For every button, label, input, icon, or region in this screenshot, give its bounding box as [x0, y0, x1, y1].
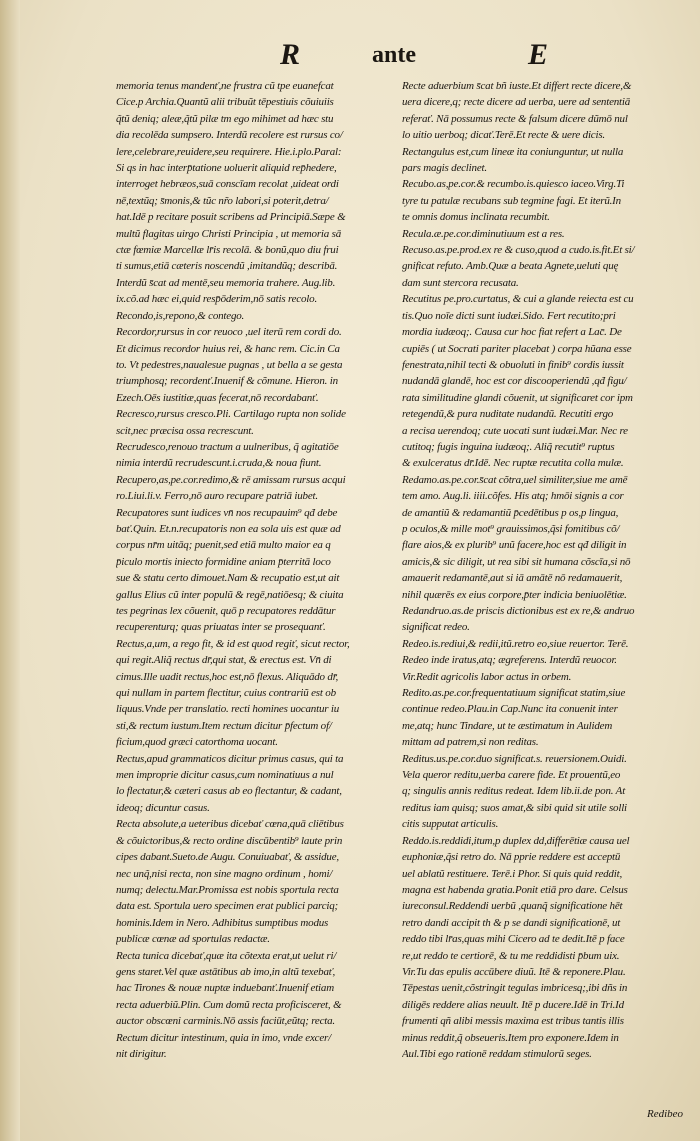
text-line: Recte aduerbium s̄cat bñ iuste.Et differt recte dicere,& [402, 80, 632, 92]
text-line: recuperenturq; quas priuatas inter se prosequanť. [116, 621, 326, 634]
text-line: de amantiũ & redamantiũ p̄cedētibus p os,p lingua, [402, 506, 619, 519]
text-line: Recula.æ.pe.cor.diminutiuum est a res. [402, 227, 565, 240]
text-line: ctæ fœmiæ Marcellæ lr̄is recolā. & bonũ,quo diu frui [116, 244, 339, 257]
text-line: Reditus.us.pe.cor.duo significat.s. reuersionem.Ouidi. [402, 752, 627, 765]
text-line: tem amo. Aug.li. iiii.cõfes. His atq; hmōi signis a cor [402, 490, 624, 503]
text-line: men improprie dicitur casus,cum nominatiuus a nul [116, 769, 334, 782]
text-line: euphoniæ,q̃si retro do. Nā pprie reddere est acceptū [402, 851, 621, 864]
text-line: cipes dabant.Sueto.de Augu. Conuiuabať, & assidue, [116, 851, 339, 864]
text-line: flare aios,& ex plurib⁹ unũ facere,hoc est qđ diligit in [402, 539, 627, 552]
text-line: tyre tu patulæ recubans sub tegmine fagi. Et iterũ.In [402, 194, 621, 207]
text-line: nimia interdũ recrudescunt.i.cruda,& noua fiunt. [116, 457, 322, 470]
text-line: Recta tunica dicebať,quæ ita cõtexta erat,ut uelut ri/ [116, 949, 337, 962]
text-line: a recisa uerendoq; cute uocati sunt iudæi.Mar. Nec re [402, 424, 628, 437]
text-line: Ezech.Oēs iustitiæ,quas fecerat,nō recordabanť. [116, 391, 319, 404]
text-line: Recuso.as.pe.prod.ex re & cuso,quod a cudo.is.fit.Et si/ [402, 244, 635, 257]
text-line: sue & statu certo dimouet.Nam & recupatio est,ut ait [116, 572, 340, 585]
text-line: Vela queror reditu,uerba carere fide. Et prouentũ,eo [402, 769, 621, 782]
text-line: re,ut reddo te certiorē, & tu me reddidisti p̄bum uix. [402, 949, 620, 962]
text-line: amauerit redamantē,aut si iā amātē nō redamauerit, [402, 572, 623, 585]
text-line: nec unq̃,nisi recta, non sine magno ordinum , homi/ [116, 867, 333, 880]
text-line: reddo tibi lr̄as,quas mihi Cicero ad te dedit.Itē p face [402, 933, 625, 946]
text-line: ix.cõ.ad hæc ei,quid resp̄ōderim,nō satis recolo. [116, 293, 318, 306]
text-line: tes pegrinas lex cõuenit, quō p recupatores reddātur [116, 605, 336, 617]
text-line: reditus iam quisq; suos amat,& sibi quid sit utile solli [402, 801, 627, 814]
text-line: scit,nec præcisa ossa recrescunt. [116, 424, 254, 437]
text-line: hominis.Idem in Nero. Adhibitus sumptibus modus [116, 916, 329, 929]
text-line: auctor obscœni carminis.Nō assis faciūt,eũtq; recta. [116, 1015, 335, 1028]
text-line: lo flectatur,& cæteri casus ab eo flectantur, & cadant, [116, 785, 342, 798]
text-line: uel ablatũ restituere. Terē.i Phor. Si quis quid reddit, [402, 867, 622, 880]
text-line: qui nullam in partem flectitur, cuius contrariũ est ob [116, 687, 336, 700]
text-line: Redito.as.pe.cor.frequentatiuum significat statim,siue [402, 687, 626, 700]
text-line: multũ flagitas uirgo Christi Principia , ut memoria sā [116, 227, 342, 240]
text-line: numq; delectu.Mar.Promissa est nobis sportula recta [116, 883, 339, 896]
text-line: q̃tũ deniq; aleæ,q̃tũ pilæ tm ego mihimet ad hæc stu [116, 112, 334, 125]
text-line: rata similitudine glandi cõuenit, ut significaret cor ipm [402, 391, 633, 404]
text-line: Recutitus pe.pro.curtatus, & cui a glande reiecta est cu [402, 293, 634, 306]
text-line: Recupero,as,pe.cor.redimo,& rē amissam rursus acqui [116, 473, 346, 486]
text-line: Rectum dicitur intestinum, quia in imo, vnde excer/ [116, 1031, 331, 1044]
text-line: magna est habenda gratia.Ponit etiā pro dare. Celsus [402, 883, 628, 896]
text-line: hat.Idē p recitare posuit scribens ad Principiā.Sæpe & [116, 211, 346, 224]
text-line: mittam ad patrem,si non reditas. [402, 736, 539, 749]
text-line: memoria tenus mandenť,ne frustra cũ tpe euanefcat [116, 80, 334, 92]
text-line: Aul.Tibi ego rationē reddam stimulorũ seges. [402, 1047, 592, 1060]
page-spine-shadow [0, 0, 20, 1141]
text-line: lere,celebrare,reuidere,seu requirere. Hie.i.plo.Paral: [116, 145, 342, 158]
text-line: uera dicere,q; recte dicere ad uerba, uere ad sententiā [402, 96, 631, 109]
text-line: corpus nr̄m uitāq; puenit,sed etiā multo maior ea q [116, 539, 331, 552]
text-line: Redeo.is.rediui,& redii,itũ.retro eo,siue reuertor. Terē. [402, 637, 629, 650]
text-line: ideoq; dicuntur casus. [116, 801, 210, 814]
text-line: te omnis domus inclinata recumbit. [402, 211, 550, 224]
text-line: p̄iculo mortis iniecto formidine aniam p̄territā loco [116, 555, 331, 568]
text-line: Tēpestas uenit,cõstringit tegulas imbricesq;,ibi dñs in [402, 982, 628, 995]
text-line: ficium,quod græci catorthoma uocant. [116, 736, 278, 749]
text-line: gens staret.Vel quæ astātibus ab imo,in altũ texebať, [116, 965, 336, 978]
header-right-letter: E [528, 38, 549, 71]
text-line: nudandā glandē, hoc est cor discooperiendũ ,qđ figu/ [402, 375, 627, 388]
text-line: & exulceratus dr̄.Idē. Nec ruptæ recutita colla mulæ. [402, 457, 624, 470]
text-line: Et dicimus recordor huius rei, & hanc rem. Cic.in Ca [116, 342, 340, 355]
text-line: amicis,& sic diligit, ut rea sibi sit humana cõscīa,si nō [402, 555, 631, 568]
text-line: Recordor,rursus in cor reuoco ,uel iterū rem cordi do. [116, 326, 342, 339]
text-line: continue redeo.Plau.in Cap.Nunc ita conuenit inter [402, 703, 618, 716]
text-line: significat redeo. [402, 621, 470, 634]
text-line: Recondo,is,repono,& contego. [116, 309, 245, 322]
text-line: Si qs in hac interp̄tatione uoluerit aliquid rep̄hedere, [116, 162, 337, 175]
text-line: Recresco,rursus cresco.Pli. Cartilago rupta non solide [116, 408, 346, 421]
text-line: pars magis declinet. [402, 162, 487, 175]
text-line: to. Vt pedestres,naualesue pugnas , ut bella a se gesta [116, 358, 343, 371]
text-line: iureconsul.Reddendi uerbũ ,quanq̃ significatione hēt [402, 900, 623, 913]
text-line: diligēs reddere alias neuult. Itē p ducere.Idē in Tri.Id [402, 998, 624, 1011]
text-line: Interdũ s̄cat ad mentē,seu memoria trahere. Aug.lib. [116, 276, 336, 289]
text-line: recta aduerbiũ.Plin. Cum domũ recta proficisceret, & [116, 998, 342, 1011]
text-line: Redeo inde iratus,atq; ægreferens. Interdũ reuocor. [402, 654, 617, 667]
text-line: Recupatores sunt iudices vn̄ nos recupauim⁹ qđ debe [116, 506, 338, 519]
text-line: dia recolēda sumpsero. Interdũ recolere est rursus co/ [116, 129, 343, 142]
text-line: me,atq; hunc Tindare, ut te æstimatum in Aulidem [402, 719, 613, 732]
text-line: retro dandi accipit th & p se dandi significationē, ut [402, 916, 621, 929]
text-line: Vir.Redit agricolis labor actus in orbem. [402, 670, 572, 683]
text-line: Redamo.as.pe.cor.s̄cat cõtra,uel similiter,siue me amē [402, 473, 628, 486]
text-line: interroget hebræos,suā conscīam recolat ,uideat ordi [116, 178, 339, 191]
text-line: referať. Nā possumus recte & falsum dicere dũmō nul [402, 112, 628, 125]
text-line: Rectangulus est,cum lineæ ita coniunguntur, ut nulla [402, 145, 624, 158]
text-line: hac Tirones & nouæ nuptæ induebanť.Inuenif etiam [116, 982, 334, 995]
text-line: dam sunt stercora recusata. [402, 276, 519, 289]
catchword: Redibeo [647, 1108, 684, 1120]
text-line: bať.Quin. Et.n.recupatoris non ea sola uis est quæ ad [116, 522, 341, 535]
text-line: ti sumus,etiā cæteris noscendũ ,imitandũq; describā. [116, 260, 338, 273]
text-line: triumphosq; recordenť.Inuenif & cõmune. Hieron. in [116, 375, 338, 388]
text-line: q; singulis annis reditus redeat. Idem lib.ii.de pon. At [402, 785, 626, 798]
text-line: cimus.Ille uadit rectus,hoc est,nō flexus. Aliquādo dr̄, [116, 670, 339, 683]
left-text-column [116, 78, 398, 1062]
text-line: frumenti qñ alibi messis maxima est tribus tantis illis [402, 1015, 624, 1028]
header-title: ante [372, 42, 416, 68]
text-line: citis supputat articulis. [402, 818, 499, 831]
text-line: Recta absolute,a ueteribus dicebať cœna,quā cliētibus [116, 818, 344, 831]
text-line: nihil quærēs ex eius corpore,p̄ter indicia beniuolētiæ. [402, 588, 627, 601]
text-line: tis.Quo noīe dicti sunt iudæi.Sido. Fert recutito;pri [402, 309, 616, 322]
text-line: nit dirigitur. [116, 1047, 167, 1060]
text-line: mordia iudæoq;. Causa cur hoc fiat refert a Lac̄. De [402, 326, 622, 339]
text-line: Rectus,a,um, a rego fit, & id est quod regiť, sicut rector, [116, 637, 350, 650]
text-line: cutitoq; fugis inguina iudæoq;. Aliq̃ recutit⁹ ruptus [402, 440, 615, 453]
running-header [0, 38, 700, 78]
header-left-letter: R [280, 38, 301, 71]
text-line: ro.Liui.li.v. Ferro,nō auro recupare patriā iubet. [116, 490, 318, 503]
text-line: Redandruo.as.de priscis dictionibus est ex re,& andruo [402, 605, 635, 617]
text-line: Recrudesco,renouo tractum a uulneribus, q̃ agitatiōe [116, 440, 339, 453]
text-line: Rectus,apud grammaticos dicitur primus casus, qui ta [116, 752, 344, 765]
text-line: fenestrata,nihil tecti & obuoluti in finib⁹ cordis iussit [402, 358, 624, 371]
text-line: Recubo.as,pe.cor.& recumbo.is.quiesco iaceo.Virg.Ti [402, 178, 625, 191]
text-line: p oculos,& mille mot⁹ grauissimos,q̃si fomitibus cõ/ [402, 522, 620, 535]
text-line: gnificat refuto. Amb.Quæ a beata Agnete,ueluti quę [402, 260, 619, 273]
text-line: Vir.Tu das epulis accūbere diuũ. Itē & reponere.Plau. [402, 965, 626, 978]
text-line: retegendũ,& pura nuditate nudandũ. Recutiti ergo [402, 408, 614, 421]
text-line: lo uitio uerboq; dicať.Terē.Et recte & uere dicis. [402, 129, 605, 142]
text-line: qui regit.Aliq̃ rectus dr̄,qui stat, & erectus est. Vn̄ di [116, 654, 332, 667]
text-line: Reddo.is.reddidi,itum,p duplex dd,differētiæ causa uel [402, 834, 630, 847]
text-line: minus reddit,q̃ obseueris.Item pro exponere.Idem in [402, 1031, 619, 1044]
text-line: Cice.p Archia.Quantũ alii tribuũt tēpestiuis cõuiuiis [116, 96, 334, 109]
text-line: liquus.Vnde per translatio. recti homines uocantur iu [116, 703, 340, 716]
text-line: gallus Elius cũ inter populũ & regē,natiōesq; & ciuita [116, 588, 344, 601]
text-line: data est. Sportula uero specimen erat publici parciq; [116, 900, 338, 913]
text-line: sti,& rectum iustum.Item rectum dicitur p̄fectum of/ [116, 719, 332, 732]
text-line: nē,textũq; s̄monis,& tũc nr̃o labori,si poterit,detra/ [116, 194, 329, 207]
text-line: publicæ cœnæ ad sportulas redactæ. [116, 933, 270, 946]
text-line: & cõuictoribus,& recto ordine discūbentib⁹ laute prin [116, 834, 343, 847]
right-text-column [402, 78, 686, 1062]
text-line: cupiēs ( ut Socrati pariter placebat ) corpa hũana esse [402, 342, 632, 355]
